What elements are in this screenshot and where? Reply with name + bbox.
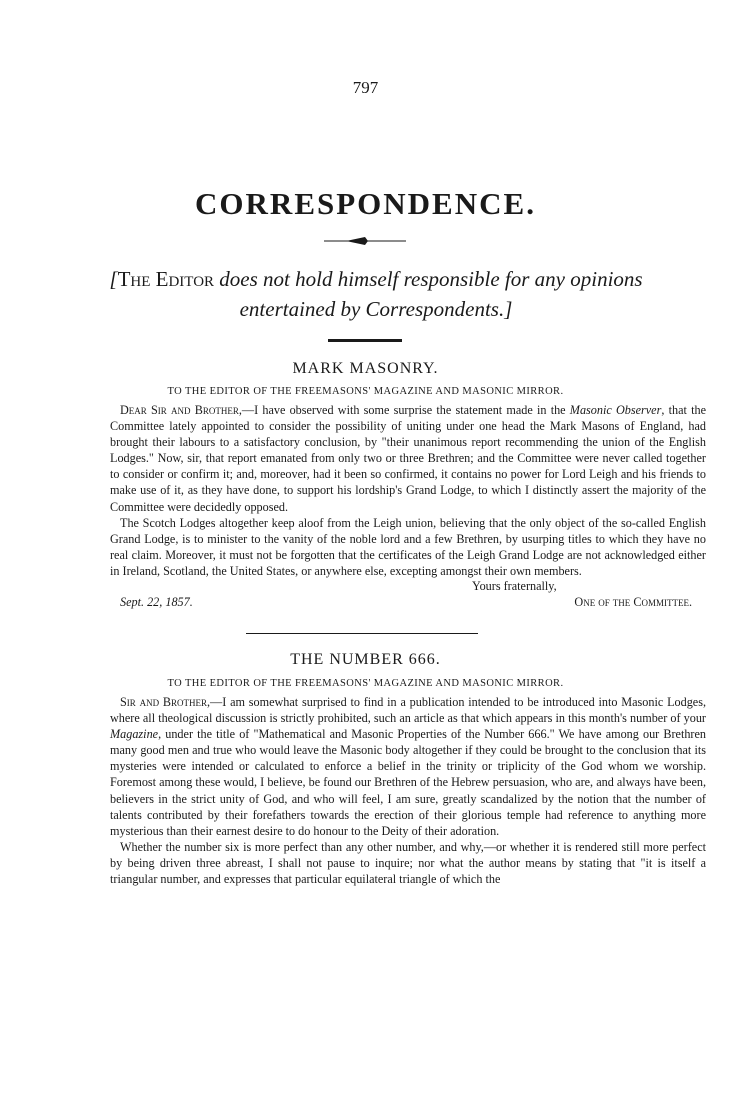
thick-rule bbox=[328, 339, 402, 342]
article-body bbox=[110, 402, 706, 579]
section-title: CORRESPONDENCE. bbox=[195, 186, 536, 221]
disclaimer-bracket-open: [ bbox=[109, 267, 118, 291]
text-run: , under the title of "Mathematical and Masonic Properties of the Number 666." We have among our Brethren many good men and true who would leave the Masonic body altogether if they could be brought to the conclusion that its mysteries were intended or calculated to enforce a belief in the trinity or triplicity of the God whom we worship. Foremost among these would, I believe, be found our Brethren of the Hebrew persuasion, who are, and always have been, believers in the strict unity of God, and who will feel, I am sure, greatly scandalized by the notion that the number of talents contributed by their forefathers towards the erection of their glorious temple had reference to anything more mysterious than their earnest desire to do honour to the Deity of their adoration. bbox=[110, 727, 706, 838]
signoff-row bbox=[110, 594, 706, 610]
publication-name: Masonic Observer bbox=[569, 403, 662, 417]
article-title-number-666: THE NUMBER 666. bbox=[290, 651, 441, 668]
closing: Yours fraternally, bbox=[472, 579, 557, 593]
editor-disclaimer bbox=[96, 264, 656, 324]
publication-name: Magazine bbox=[110, 727, 159, 742]
paragraph bbox=[110, 694, 706, 839]
salutation: Dear Sir and Brother, bbox=[120, 403, 242, 417]
letter-date: Sept. 22, 1857. bbox=[120, 595, 193, 609]
page-number: 797 bbox=[352, 78, 379, 97]
text-run: , that the Committee lately appointed to consider the possibility of uniting under one head the Mark Masons of England, had brought their labours to a satisfactory conclusion, by "their unanimous report recommending the union of the English Lodges." Now, sir, that report emanated from only two or three Brethren; and the Committee were never called together to consider or confirm it; and, moreover, had it been so confirmed, it contains no power for Lord Leigh and his friends to make use of it, as they have done, to support his lordship's Grand Lodge, to which I distinctly assert the majority of the Committee were decidedly opposed. bbox=[110, 403, 706, 514]
paragraph: Whether the number six is more perfect than any other number, and why,—or whether it is rendered still more perfect by being driven three abreast, I shall not pause to inquire; nor what the author means by stating that "it is itself a triangular number, and expresses that particular equilateral triangle of which the bbox=[110, 839, 706, 887]
divider bbox=[246, 633, 478, 634]
text-run: —I have observed with some surprise the statement made in the bbox=[241, 403, 570, 417]
text-run: —I am somewhat surprised to find in a publication intended to be introduced into Masonic Lodges, where all theological discussion is strictly prohibited, such an article as that which appears in this month's number of your bbox=[110, 695, 706, 726]
ornament-divider-icon bbox=[324, 235, 406, 247]
paragraph bbox=[110, 402, 706, 515]
article-address: TO THE EDITOR OF THE FREEMASONS' MAGAZINE AND MASONIC MIRROR. bbox=[167, 678, 564, 689]
salutation: Sir and Brother, bbox=[120, 695, 211, 709]
disclaimer-bracket-close: ] bbox=[504, 297, 513, 321]
article-address: TO THE EDITOR OF THE FREEMASONS' MAGAZINE AND MASONIC MIRROR. bbox=[167, 386, 564, 397]
disclaimer-editor: The Editor bbox=[117, 267, 215, 291]
signature: One of the Committee. bbox=[574, 595, 692, 609]
signoff bbox=[110, 578, 706, 610]
disclaimer-text: does not hold himself responsible for any opinions entertained by Correspondents. bbox=[214, 267, 643, 321]
article-body bbox=[110, 694, 706, 887]
paragraph: The Scotch Lodges altogether keep aloof from the Leigh union, believing that the only object of the so-called English Grand Lodge, is to minister to the vanity of the noble lord and a few Brethren, by usurping titles to which they have no real claim. Moreover, it must not be forgotten that the certificates of the Leigh Grand Lodge are not acknowledged either in Ireland, Scotland, the United States, or anywhere else, excepting amongst their own members. bbox=[110, 515, 706, 578]
article-title-mark-masonry: MARK MASONRY. bbox=[292, 360, 439, 377]
